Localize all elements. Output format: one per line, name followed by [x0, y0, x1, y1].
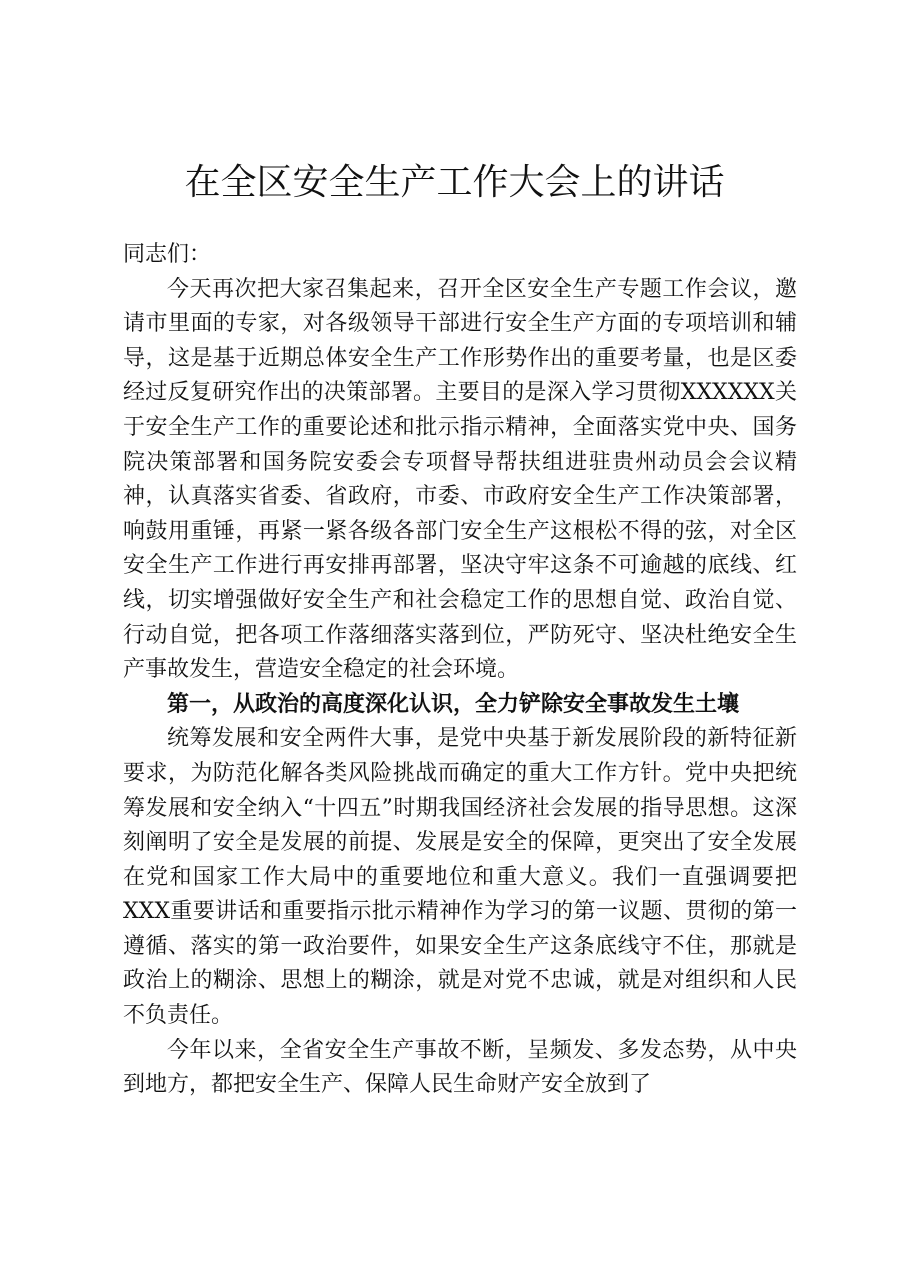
salutation: 同志们：: [123, 242, 212, 267]
document-title: 在全区安全生产工作大会上的讲话: [184, 162, 725, 203]
section-heading-1: 第一，从政治的高度深化认识，全力铲除安全事故发生土壤: [167, 691, 740, 717]
paragraph-this-year: 今年以来，全省安全生产事故不断，呈频发、多发态势，从中央到地方，都把安全生产、保障人民生命财产安全放到了: [123, 1037, 797, 1098]
paragraph-section-1: 统筹发展和安全两件大事，是党中央基于新发展阶段的新特征新要求，为防范化解各类风险挑战而确定的重大工作方针。党中央把统筹发展和安全纳入“十四五”时期我国经济社会发展的指导思想。这深刻阐明了安全是发展的前提、发展是安全的保障，更突出了安全发展在党和国家工作大局中的重要地位和重大意义。我们一直强调要把XXX重要讲话和重要指示批示精神作为学习的第一议题、贯彻的第一遵循、落实的第一政治要件，如果安全生产这条底线守不住，那就是政治上的糊涂、思想上的糊涂，就是对党不忠诚，就是对组织和人民不负责任。: [123, 726, 797, 1029]
document-body: [123, 238, 797, 1103]
paragraph-intro: 今天再次把大家召集起来，召开全区安全生产专题工作会议，邀请市里面的专家，对各级领导干部进行安全生产方面的专项培训和辅导，这是基于近期总体安全生产工作形势作出的重要考量，也是区委经过反复研究作出的决策部署。主要目的是深入学习贯彻XXXXXX关于安全生产工作的重要论述和批示指示精神，全面落实党中央、国务院决策部署和国务院安委会专项督导帮扶组进驻贵州动员会会议精神，认真落实省委、省政府，市委、市政府安全生产工作决策部署，响鼓用重锤，再紧一紧各级各部门安全生产这根松不得的弦，对全区安全生产工作进行再安排再部署，坚决守牢这条不可逾越的底线、红线，切实增强做好安全生产和社会稳定工作的思想自觉、政治自觉、行动自觉，把各项工作落细落实落到位，严防死守、坚决杜绝安全生产事故发生，营造安全稳定的社会环境。: [123, 276, 797, 683]
